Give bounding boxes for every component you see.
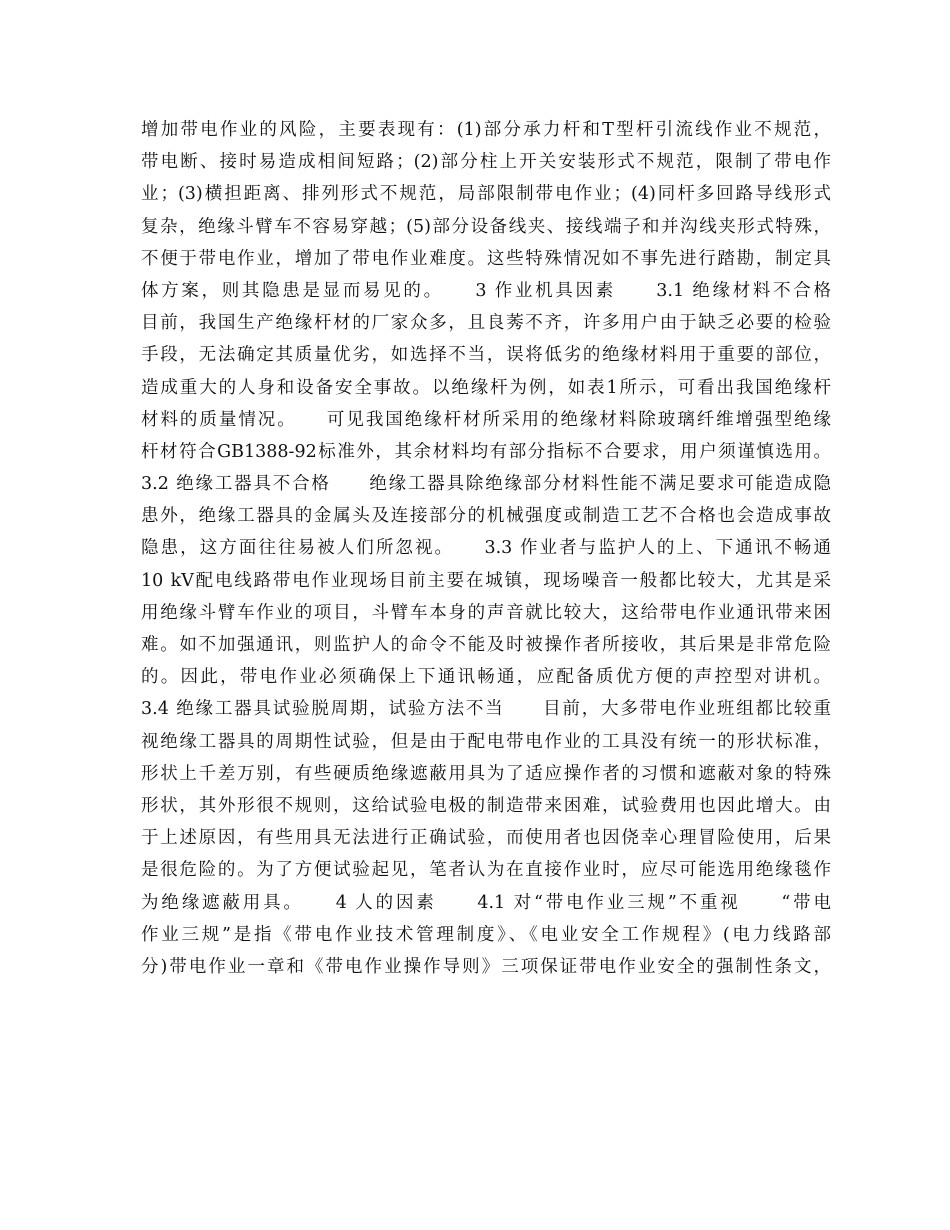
text-line-6: 体方案，则其隐患是显而易见的。 3 作业机具因素 3.1 绝缘材料不合格	[141, 280, 831, 301]
text-line-9: 造成重大的人身和设备安全事故。以绝缘杆为例，如表1所示，可看出我国绝缘杆	[141, 377, 831, 398]
text-line-25: 为绝缘遮蔽用具。 4 人的因素 4.1 对“带电作业三规”不重视 “带电	[141, 892, 831, 913]
text-line-13: 患外，绝缘工器具的金属头及连接部分的机械强度或制造工艺不合格也会造成事故	[141, 506, 831, 527]
text-line-23: 于上述原因，有些用具无法进行正确试验，而使用者也因侥幸心理冒险使用，后果	[141, 828, 831, 849]
text-line-4: 复杂，绝缘斗臂车不容易穿越；(5)部分设备线夹、接线端子和并沟线夹形式特殊，	[141, 216, 831, 237]
text-line-11: 杆材符合GB1388-92标准外，其余材料均有部分指标不合要求，用户须谨慎选用。	[141, 441, 831, 462]
text-line-19: 3.4 绝缘工器具试验脱周期，试验方法不当 目前，大多带电作业班组都比较重	[141, 699, 831, 720]
text-line-2: 带电断、接时易造成相间短路；(2)部分柱上开关安装形式不规范，限制了带电作	[141, 152, 831, 173]
text-line-18: 的。因此，带电作业必须确保上下通讯畅通，应配备质优方便的声控型对讲机。	[141, 667, 831, 688]
text-line-12: 3.2 绝缘工器具不合格 绝缘工器具除绝缘部分材料性能不满足要求可能造成隐	[141, 474, 831, 495]
text-line-3: 业；(3)横担距离、排列形式不规范，局部限制带电作业；(4)同杆多回路导线形式	[141, 184, 831, 205]
text-line-15: 10 kV配电线路带电作业现场目前主要在城镇，现场噪音一般都比较大，尤其是采	[141, 570, 831, 591]
text-line-24: 是很危险的。为了方便试验起见，笔者认为在直接作业时，应尽可能选用绝缘毯作	[141, 860, 831, 881]
text-line-20: 视绝缘工器具的周期性试验，但是由于配电带电作业的工具没有统一的形状标准，	[141, 731, 831, 752]
text-line-26: 作业三规”是指《带电作业技术管理制度》、《电业安全工作规程》(电力线路部	[141, 924, 831, 945]
text-line-27: 分)带电作业一章和《带电作业操作导则》三项保证带电作业安全的强制性条文，	[141, 956, 831, 977]
body-text	[141, 114, 831, 983]
text-line-17: 难。如不加强通讯，则监护人的命令不能及时被操作者所接收，其后果是非常危险	[141, 635, 831, 655]
text-line-10: 材料的质量情况。 可见我国绝缘杆材所采用的绝缘材料除玻璃纤维增强型绝缘	[141, 409, 831, 430]
text-line-14: 隐患，这方面往往易被人们所忽视。 3.3 作业者与监护人的上、下通讯不畅通	[141, 538, 831, 559]
text-line-22: 形状，其外形很不规则，这给试验电极的制造带来困难，试验费用也因此增大。由	[141, 795, 831, 816]
text-line-21: 形状上千差万别，有些硬质绝缘遮蔽用具为了适应操作者的习惯和遮蔽对象的特殊	[141, 763, 831, 784]
text-line-16: 用绝缘斗臂车作业的项目，斗臂车本身的声音就比较大，这给带电作业通讯带来困	[141, 602, 831, 623]
text-line-7: 目前，我国生产绝缘杆材的厂家众多，且良莠不齐，许多用户由于缺乏必要的检验	[141, 313, 831, 334]
text-line-5: 不便于带电作业，增加了带电作业难度。这些特殊情况如不事先进行踏勘，制定具	[141, 248, 831, 269]
text-line-8: 手段，无法确定其质量优劣，如选择不当，误将低劣的绝缘材料用于重要的部位，	[141, 345, 831, 366]
text-line-1: 增加带电作业的风险，主要表现有：(1)部分承力杆和T型杆引流线作业不规范，	[141, 120, 831, 140]
